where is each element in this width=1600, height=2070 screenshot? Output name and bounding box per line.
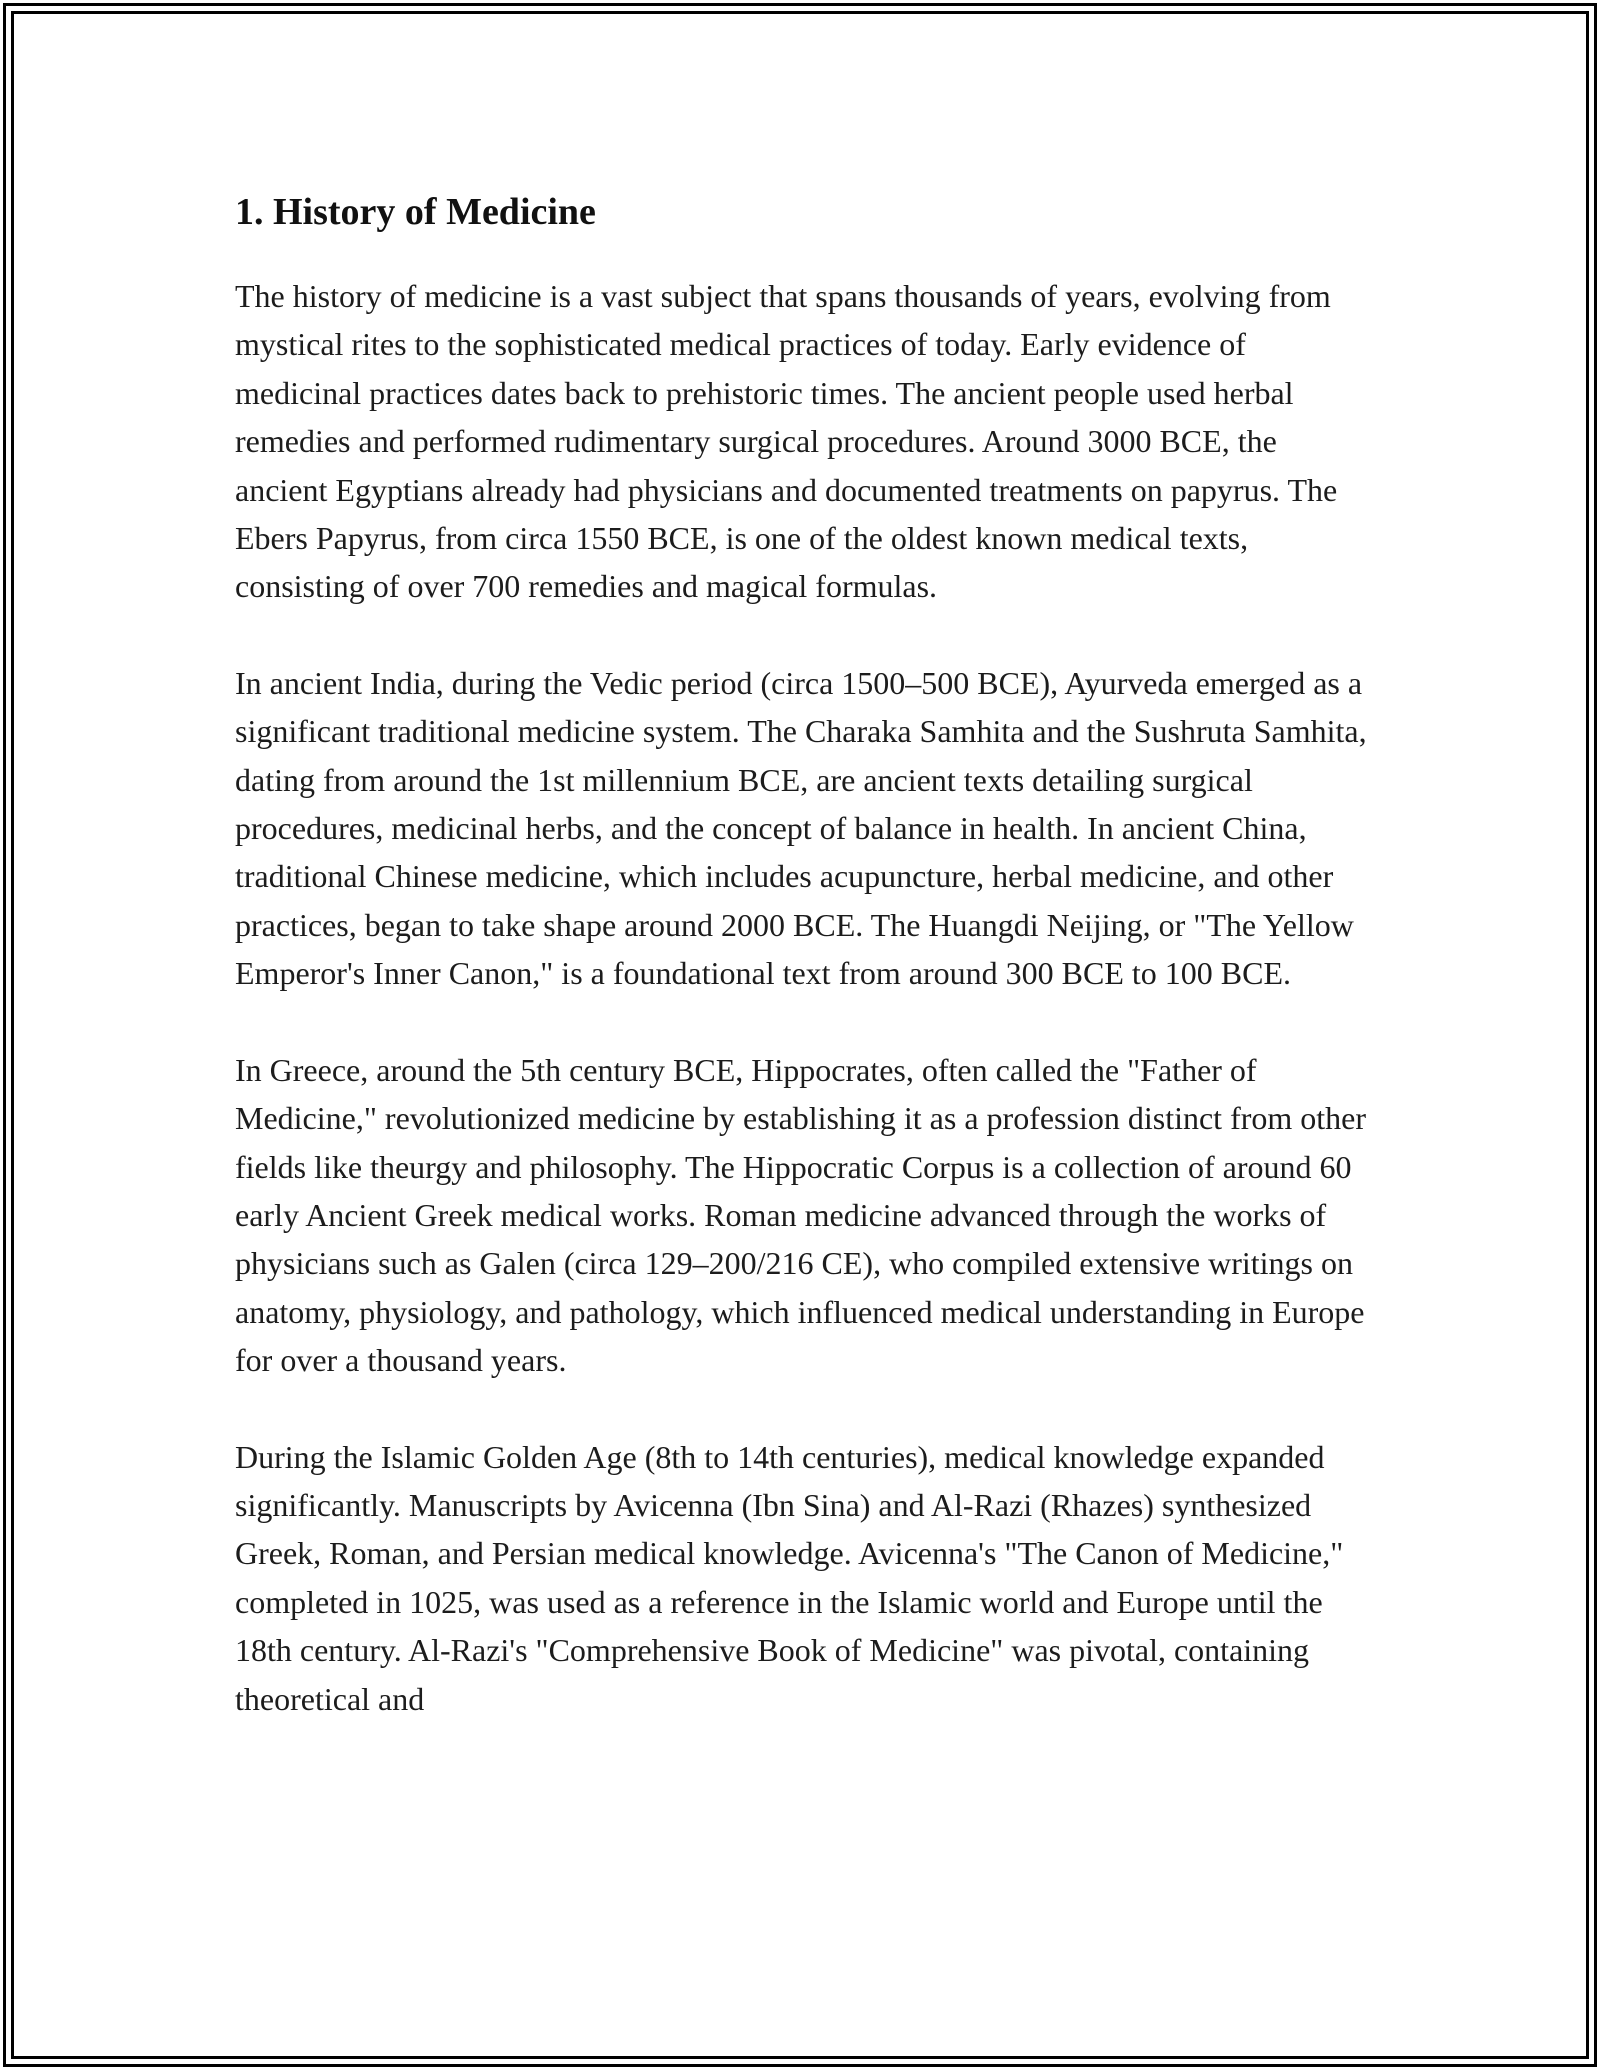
paragraph-4: During the Islamic Golden Age (8th to 14th centuries), medical knowledge expanded significantly. Manuscripts by Avicenna (Ibn Sina) and Al-Razi (Rhazes) synthesized Greek, Roman, and Persian medical knowledge. Avicenna's "The Canon of Medicine," completed in 1025, was used as a reference in the Islamic world and Europe until the 18th century. Al-Razi's "Comprehensive Book of Medicine" was pivotal, containing theoretical and	[235, 1438, 1344, 1717]
paragraph-1: The history of medicine is a vast subject that spans thousands of years, evolving from mystical rites to the sophisticated medical practices of today. Early evidence of medicinal practices dates back to prehistoric times. The ancient people used herbal remedies and performed rudimentary surgical procedures. Around 3000 BCE, the ancient Egyptians already had physicians and documented treatments on papyrus. The Ebers Papyrus, from circa 1550 BCE, is one of the oldest known medical texts, consisting of over 700 remedies and magical formulas.	[235, 278, 1338, 605]
document-body	[235, 186, 1375, 1771]
section-heading: 1. History of Medicine	[235, 191, 596, 233]
paragraph-3: In Greece, around the 5th century BCE, Hippocrates, often called the "Father of Medicine," revolutionized medicine by establishing it as a profession distinct from other fields like theurgy and philosophy. The Hippocratic Corpus is a collection of around 60 early Ancient Greek medical works. Roman medicine advanced through the works of physicians such as Galen (circa 129–200/216 CE), who compiled extensive writings on anatomy, physiology, and pathology, which influenced medical understanding in Europe for over a thousand years.	[235, 1051, 1367, 1379]
paragraph-2: In ancient India, during the Vedic period (circa 1500–500 BCE), Ayurveda emerged as a significant traditional medicine system. The Charaka Samhita and the Sushruta Samhita, dating from around the 1st millennium BCE, are ancient texts detailing surgical procedures, medicinal herbs, and the concept of balance in health. In ancient China, traditional Chinese medicine, which includes acupuncture, herbal medicine, and other practices, began to take shape around 2000 BCE. The Huangdi Neijing, or "The Yellow Emperor's Inner Canon," is a foundational text from around 300 BCE to 100 BCE.	[235, 664, 1367, 992]
